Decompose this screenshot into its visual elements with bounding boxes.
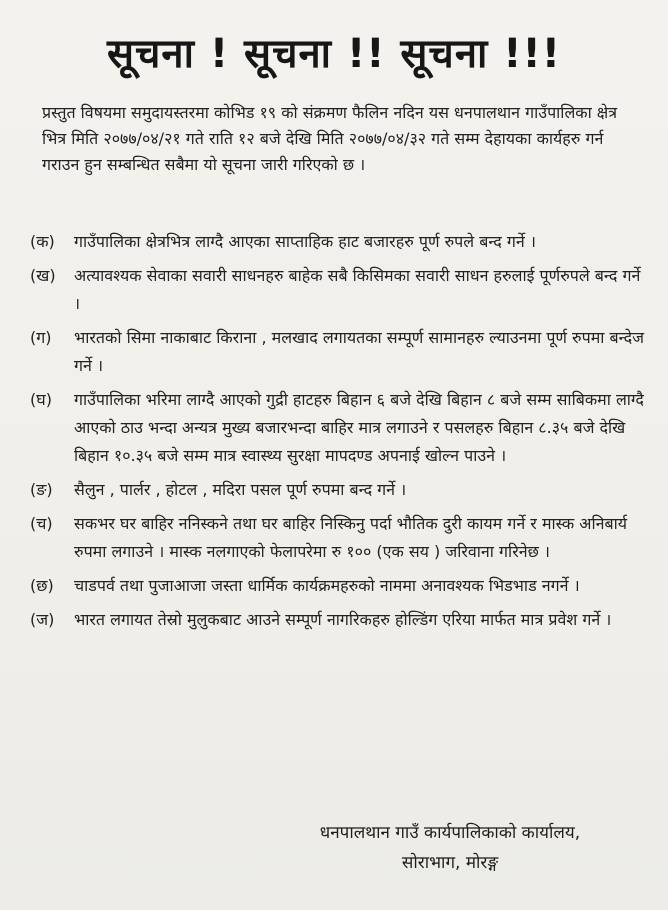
item-marker: (क) [30, 232, 55, 251]
item-marker: (ङ) [30, 480, 53, 499]
notice-item [30, 324, 645, 380]
signature-address: सोराभाग, मोरङ्ग [401, 853, 499, 873]
item-text: सैलुन , पार्लर , होटल , मदिरा पसल पूर्ण रुपमा बन्द गर्ने । [74, 480, 407, 499]
notice-item [30, 262, 645, 318]
notice-intro: प्रस्तुत विषयमा समुदायस्तरमा कोभिड १९ को संक्रमण फैलिन नदिन यस धनपालथान गाउँपालिका क्षेत्र भित्र मिति २०७७/०४/२१ गते राति १२ बजे देखि मिति २०७७/०४/३२ गते सम्म देहायका कार्यहरु गर्न गराउन हुन सम्बन्धित सबैमा यो सूचना जारी गरिएको छ । [42, 103, 618, 174]
item-text: अत्यावश्यक सेवाका सवारी साधनहरु बाहेक सबै किसिमका सवारी साधन हरुलाई पूर्णरुपले बन्द गर्ने । [74, 266, 641, 313]
item-marker: (ख) [30, 266, 56, 285]
item-marker: (ग) [30, 328, 52, 347]
item-text: सकभर घर बाहिर ननिस्कने तथा घर बाहिर निस्किनु पर्दा भौतिक दुरी कायम गर्ने र मास्क अनिबार्य रुपमा लगाउने । मास्क नलगाएको फेलापरेमा रु १०० (एक सय ) जरिवाना गरिनेछ । [74, 514, 628, 561]
item-text: भारत लगायत तेस्रो मुलुकबाट आउने सम्पूर्ण नागरिकहरु होल्डिंग एरिया मार्फत मात्र प्रवेश गर्ने । [74, 610, 612, 629]
item-marker: (छ) [30, 576, 54, 595]
signature-office: धनपालथान गाउँ कार्यपालिकाको कार्यालय, [319, 823, 581, 843]
item-text: भारतको सिमा नाकाबाट किराना , मलखाद लगायतका सम्पूर्ण सामानहरु ल्याउनमा पूर्ण रुपमा बन्देज गर्ने । [74, 328, 644, 375]
notice-item [30, 510, 645, 566]
item-text: गाउँपालिका भरिमा लाग्दै आएको गुद्री हाटहरु बिहान ६ बजे देखि बिहान ८ बजे सम्म साबिकमा लाग्दै आएको ठाउ भन्दा अन्यत्र मुख्य बजारभन्दा बाहिर मात्र लगाउने र पसलहरु बिहान ८.३५ बजे देखि बिहान १०.३५ बजे सम्म मात्र स्वास्थ्य सुरक्षा मापदण्ड अपनाई खोल्न पाउने । [74, 390, 644, 465]
signature-block [260, 818, 640, 878]
notice-item [30, 572, 645, 600]
notice-item [30, 386, 645, 470]
notice-item-list [30, 228, 645, 640]
item-marker: (च) [30, 514, 53, 533]
notice-item [30, 476, 645, 504]
notice-item [30, 606, 645, 634]
notice-item [30, 228, 645, 256]
item-marker: (घ) [30, 390, 52, 409]
item-marker: (ज) [30, 610, 55, 629]
item-text: गाउँपालिका क्षेत्रभित्र लाग्दै आएका साप्ताहिक हाट बजारहरु पूर्ण रुपले बन्द गर्ने । [74, 232, 536, 251]
item-text: चाडपर्व तथा पुजाआजा जस्ता धार्मिक कार्यक्रमहरुको नाममा अनावश्यक भिडभाड नगर्ने । [74, 576, 580, 595]
notice-title: सूचना ! सूचना !! सूचना !!! [106, 31, 562, 77]
